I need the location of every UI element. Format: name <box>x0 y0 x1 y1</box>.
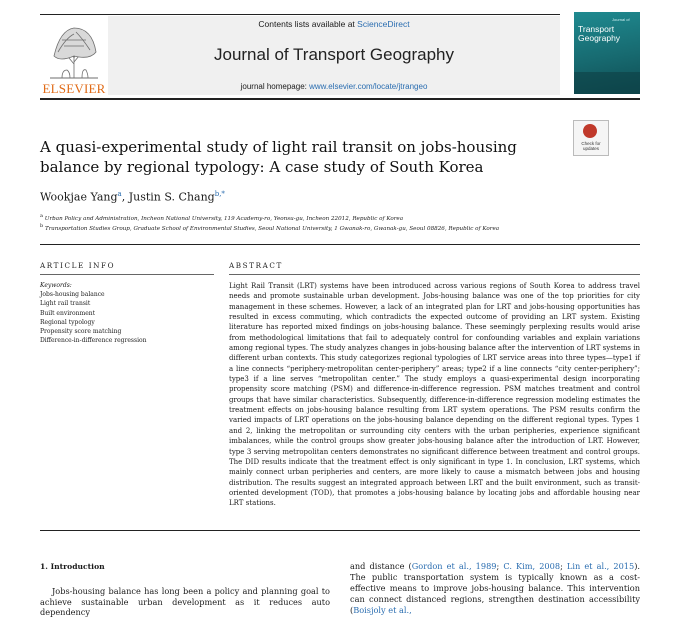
abstract-bottom-rule <box>40 530 640 531</box>
paper-title: A quasi-experimental study of light rail transit on jobs-housing balance by regional typology: A case study of South Korea <box>40 138 517 176</box>
keyword-item: Difference-in-difference regression <box>40 337 147 345</box>
homepage-line <box>108 82 560 91</box>
affiliation-b <box>40 223 499 232</box>
keyword-item: Built environment <box>40 309 96 317</box>
contents-line <box>108 19 560 29</box>
introduction-left-column <box>40 586 330 618</box>
check-updates-label: Check for updates <box>581 141 601 151</box>
introduction-heading: 1. Introduction <box>40 562 105 571</box>
author-affil-marker[interactable]: b,* <box>214 190 225 198</box>
affiliation-text: Urban Policy and Administration, Incheon National University, 119 Academy-ro, Yeonsu-gu, Incheon 22012, Republic of Korea <box>44 215 404 222</box>
author-list: Wookjae Yang$^a$, Justin S. Chang$^{b,*}$ <box>40 190 225 204</box>
intro-text: ; <box>560 561 567 571</box>
check-updates-icon <box>583 124 597 138</box>
intro-text: ; <box>496 561 504 571</box>
contents-prefix: Contents lists available at <box>258 19 358 29</box>
article-info-rule <box>40 274 214 275</box>
journal-cover-title: Transport Geography <box>578 24 621 43</box>
citation-link[interactable]: Gordon et al., 1989 <box>411 561 497 571</box>
affiliation-text: Transportation Studies Group, Graduate School of Environmental Studies, Seoul National University, 1 Gwanak-ro, Gwanak-gu, Seoul 08826, Republic of Korea <box>44 225 500 232</box>
article-info-heading: ARTICLE INFO <box>40 261 116 270</box>
author-name[interactable]: Justin S. Chang <box>128 190 215 204</box>
header-top-rule <box>40 14 560 15</box>
abstract-heading: ABSTRACT <box>229 261 283 270</box>
citation-link[interactable]: Boisjoly et al., <box>353 605 412 615</box>
intro-text: ). The public transportation system is typically known as a cost-effective means to improve jobs-housing balance. This intervention can connect distanced regions, strengthen destination accessibility ( <box>350 561 640 615</box>
author-name[interactable]: Wookjae Yang <box>40 190 118 204</box>
affiliation-a <box>40 213 403 222</box>
keywords-label: Keywords: <box>40 282 72 289</box>
homepage-prefix: journal homepage: <box>240 82 310 91</box>
author-affil-marker[interactable]: a <box>117 190 122 198</box>
abstract-rule <box>229 274 640 275</box>
keyword-item: Light rail transit <box>40 300 91 308</box>
header-bottom-rule <box>40 98 640 100</box>
journal-cover-small-text: Journal of <box>612 17 630 22</box>
homepage-link[interactable]: www.elsevier.com/locate/jtrangeo <box>309 82 428 91</box>
keyword-item: Regional typology <box>40 318 95 326</box>
journal-title[interactable]: Journal of Transport Geography <box>213 45 455 64</box>
publisher-name: ELSEVIER <box>42 81 106 96</box>
citation-link[interactable]: C. Kim, 2008 <box>503 561 561 571</box>
keywords-list <box>40 290 146 346</box>
introduction-paragraph: Jobs-housing balance has long been a policy and planning goal to achieve sustainable urban development as it reduces auto dependency <box>40 586 330 617</box>
keyword-item: Jobs-housing balance <box>40 291 105 298</box>
sciencedirect-link[interactable]: ScienceDirect <box>357 19 410 29</box>
citation-link[interactable]: Lin et al., 2015 <box>566 561 635 571</box>
journal-cover-strip <box>574 72 640 94</box>
section-divider <box>40 244 640 245</box>
keyword-item: Propensity score matching <box>40 328 122 336</box>
intro-text: and distance ( <box>350 561 412 571</box>
introduction-right-column <box>350 561 640 616</box>
affiliation-marker: a <box>40 213 43 219</box>
abstract-text: Light Rail Transit (LRT) systems have been introduced across various regions of South Korea to address travel needs and promote sustainable urban development. Jobs-housing balance was one of the top priorities for city management in these schemes. However, a lack of an integrated plan for LRT and jobs-housing opportunities has resulted in excess commuting, which contradicts the expected outcome of providing an LRT system. Existing literature has reported mixed findings on jobs-housing balance. These seemingly perplexing results would arise from methodological limitations that fail to adequately control for confounding variables and explain variations among regional types. The study analyzes changes in jobs-housing balance after the intervention of LRT systems in different urban contexts. This study categorizes regional typologies of LRT service areas into three types—type1 if a line connects “periphery-metropolitan center-periphery” areas; type2 if a line connects “city center-periphery”; type3 if a line serves “metropolitan center.” The study employs a quasi-experimental design incorporating propensity score matching (PSM) and difference-in-difference regression. PSM matches treatment and control groups that have similar characteristics. Subsequently, difference-in-difference regression modeling estimates the treatment effects on jobs-housing balance resulting from LRT system operations. The PSM results confirm the varied impacts of LRT operations on the jobs-housing balance depending on the different regional types. Types 1 and 2, linking the metropolitan or surrounding city centers with the urban peripheries, experience significant imbalances, while the control groups show greater jobs-housing balance after the introduction of LRT. However, type 3 serving metropolitan centers demonstrates no significant difference between treatment and control groups. The DID results indicate that the treatment effect is only significant in type 1. In conclusion, LRT systems, which mainly connect urban peripheries and centers, are more likely to cause a mismatch between jobs and housing distribution. The results suggest an integrated approach between LRT and the built environment, such as transit-oriented development (TOD), that promotes a jobs-housing balance by locating jobs and affordable housing near LRT stations. <box>229 282 640 508</box>
affiliation-marker: b <box>40 223 44 229</box>
